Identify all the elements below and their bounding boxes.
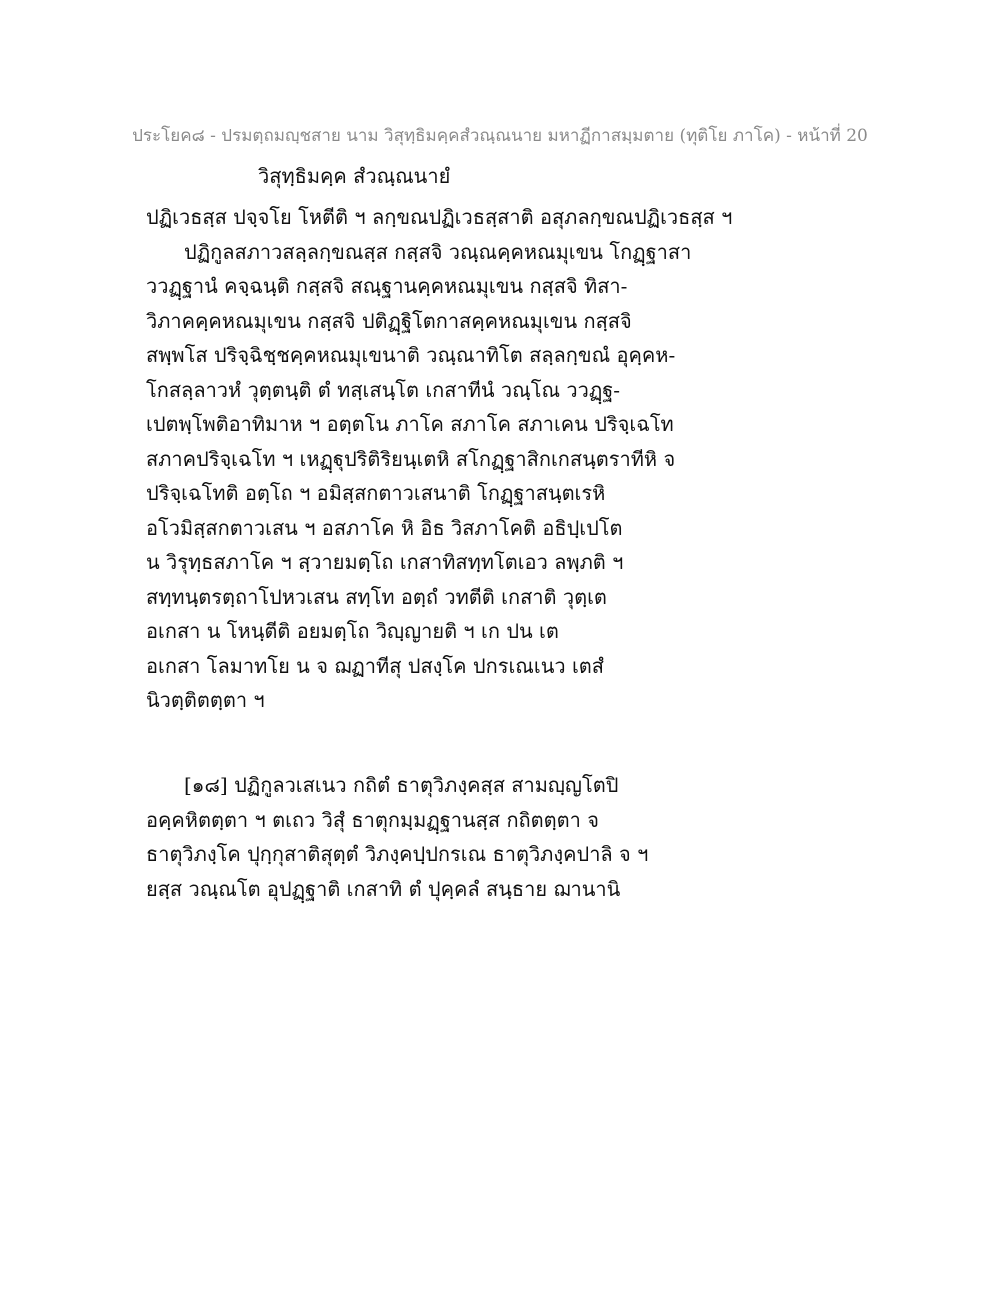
text-line: อคฺคหิตตฺตา ฯ ตเถว วิสุํ ธาตุกมฺมฏฺฐานสฺส กถิตตฺตา จ [146,807,599,832]
text-line: สภาคปริจฺเฉโท ฯ เหฏฺฐุปริติริยนฺเตหิ สโกฏฺฐาสิกเกสนฺตราทีหิ จ [146,446,676,471]
body-text [146,200,866,906]
text-line: ปฏิกูลสภาวสลฺลกฺขณสฺส กสฺสจิ วณฺณคฺคหณมุเขน โกฏฺฐาสา [184,239,692,264]
text-line: โกสลฺลาวหํ วุตฺตนฺติ ตํ ทสฺเสนฺโต เกสาทีนํ วณฺโณ ววฏฺฐ- [146,377,621,402]
text-line: ววฏฺฐานํ คจฺฉนฺติ กสฺสจิ สณฺฐานคฺคหณมุเขน กสฺสจิ ทิสา- [146,274,628,298]
paragraph [146,235,866,753]
text-line: น วิรุทฺธสภาโค ฯ สฺวายมตฺโถ เกสาทิสทฺทโตเอว ลพฺภติ ฯ [146,550,624,574]
text-line: เปตพฺโพติอาทิมาห ฯ อตฺตโน ภาโค สภาโค สภาเคน ปริจฺเฉโท [146,412,674,436]
text-line: อโวมิสฺสกตาวเสน ฯ อสภาโค หิ อิธ วิสภาโคติ อธิปฺเปโต [146,515,623,540]
section-title: วิสุทฺธิมคฺค สํวณฺณนายํ [258,164,451,188]
text-line [146,718,866,753]
text-line: นิวตฺติตตฺตา ฯ [146,688,265,712]
text-line: วิภาคคฺคหณมุเขน กสฺสจิ ปติฏฺฐิโตกาสคฺคหณมุเขน กสฺสจิ [146,308,632,333]
text-line: ปฏิเวธสฺส ปจฺจโย โหตีติ ฯ ลกฺขณปฏิเวธสฺสาติ อสุภลกฺขณปฏิเวธสฺส ฯ [146,205,733,229]
text-line: ปริจฺเฉโทติ อตฺโถ ฯ อมิสฺสกตาวเสนาติ โกฏฺฐาสนฺตเรหิ [146,481,606,505]
paragraph [146,768,866,906]
running-header: ประโยค๘ - ปรมตฺถมญฺชสาย นาม วิสุทฺธิมคฺคสํวณฺณนาย มหาฏีกาสมฺมตาย (ทุติโย ภาโค) - หน้าที่ 20 [132,126,868,146]
paragraph [146,200,866,235]
text-line: สพฺพโส ปริจฺฉิชฺชคฺคหณมุเขนาติ วณฺณาทิโต สลฺลกฺขณํ อุคฺคห- [146,343,676,367]
text-line: อเกสา น โหนฺตีติ อยมตฺโถ วิญฺญายติ ฯ เก ปน เต [146,619,559,643]
text-line: ยสฺส วณฺณโต อุปฏฺฐาติ เกสาทิ ตํ ปุคฺคลํ สนฺธาย ฌานานิ [146,876,621,901]
text-line: [๑๘] ปฏิกูลวเสเนว กถิตํ ธาตุวิภงฺคสฺส สามญฺญโตปิ [184,773,619,797]
text-line: ธาตุวิภงฺโค ปุกฺกุสาติสุตฺตํ วิภงฺคปฺปกรเณ ธาตุวิภงฺคปาลิ จ ฯ [146,842,649,866]
text-line: สทฺทนฺตรตฺถาโปหวเสน สทฺโท อตฺถํ วทตีติ เกสาติ วุตฺเต [146,584,607,609]
text-line: อเกสา โลมาทโย น จ ฌฏาทีสุ ปสงฺโค ปกรเณเนว เตสํ [146,653,604,678]
